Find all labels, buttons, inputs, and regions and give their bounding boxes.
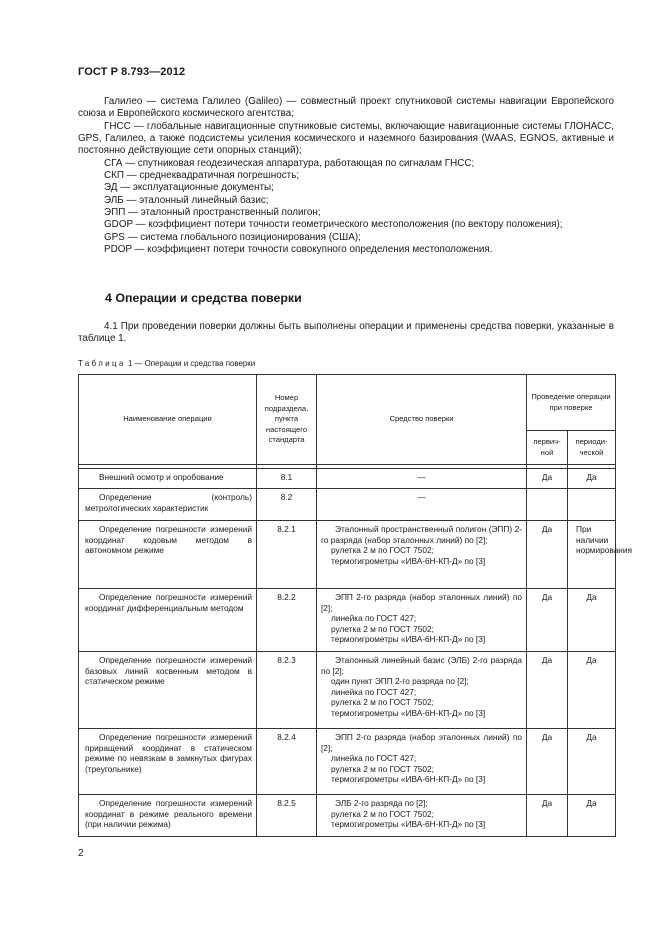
document-header: ГОСТ Р 8.793—2012 [78, 66, 186, 78]
row-operation: Внешний осмотр и опробование [79, 469, 257, 489]
header-conduct: Проведение операции при поверке [527, 375, 616, 431]
row-periodic: Да [568, 795, 616, 837]
row-primary [527, 489, 568, 521]
tool-item: линейка по ГОСТ 427; [331, 686, 417, 697]
row-tools [317, 521, 527, 589]
section-title: 4 Операции и средства поверки [105, 291, 302, 305]
row-primary: Да [527, 795, 568, 837]
table-row [79, 469, 616, 489]
tool-item: рулетка 2 м по ГОСТ 7502; [331, 697, 434, 708]
row-operation: Определение погрешности измерений координат в режиме реального времени (при наличии режима) [79, 795, 257, 837]
table-caption-text: 1 — Операции и средства поверки [125, 359, 256, 368]
table-row [79, 521, 616, 589]
row-primary: Да [527, 521, 568, 589]
row-operation: Определение погрешности измерений координат дифференциальным методом [79, 589, 257, 652]
tool-item: Эталонный пространственный полигон (ЭПП) 2-го разряда (набор эталонных линий) по [2]; [321, 524, 522, 545]
table-row [79, 652, 616, 729]
tool-item: термогигрометры «ИВА-6Н-КП-Д» по [3] [331, 555, 486, 566]
row-tools [317, 729, 527, 795]
row-primary: Да [527, 589, 568, 652]
header-primary: первич- ной [527, 431, 568, 465]
row-operation: Определение погрешности измерений приращений координат в статическом режиме по невязкам в замкнутых фигурах (треугольнике) [79, 729, 257, 795]
row-number: 8.2.5 [257, 795, 317, 837]
row-periodic: Да [568, 469, 616, 489]
table-row [79, 795, 616, 837]
row-tools [317, 589, 527, 652]
row-tool-dash: — [317, 469, 527, 489]
tool-item: рулетка 2 м по ГОСТ 7502; [331, 623, 434, 634]
definition-galileo: Галилео — система Галилео (Galileo) — совместный проект спутниковой системы навигации Европейского союза и Европейского космического агентства; [78, 96, 614, 120]
row-operation: Определение (контроль) метрологических характеристик [79, 489, 257, 521]
definition-elb: ЭЛБ — эталонный линейный базис; [104, 194, 269, 206]
definition-ed: ЭД — эксплуатационные документы; [104, 182, 274, 194]
row-number: 8.2.2 [257, 589, 317, 652]
tool-item: термогигрометры «ИВА-6Н-КП-Д» по [3] [331, 634, 486, 645]
table-caption [78, 359, 255, 368]
definition-pdop: PDOP — коэффициент потери точности совокупного определения местоположения. [104, 244, 493, 256]
tool-item: Эталонный линейный базис (ЭЛБ) 2-го разряда по [2]; [321, 655, 522, 676]
table-caption-label: Таблица [78, 359, 126, 368]
row-number: 8.2.1 [257, 521, 317, 589]
row-number: 8.1 [257, 469, 317, 489]
row-periodic [568, 489, 616, 521]
header-periodic: периоди- ческой [568, 431, 616, 465]
row-tools [317, 795, 527, 837]
tool-item: рулетка 2 м по ГОСТ 7502; [331, 763, 434, 774]
row-primary: Да [527, 729, 568, 795]
row-periodic: Да [568, 652, 616, 729]
table-row [79, 589, 616, 652]
tool-item: ЭПП 2-го разряда (набор эталонных линий) по [2]; [321, 732, 522, 753]
definition-gnss: ГНСС — глобальные навигационные спутниковые системы, включающие навигационные системы ГЛОНАСС, GPS, Галилео, а также подсистемы усиления космического и наземного базирования (WAAS, EGNOS, активные и постоянно действующие сети опорных станций); [78, 120, 614, 157]
row-number: 8.2.3 [257, 652, 317, 729]
definition-sga: СГА — спутниковая геодезическая аппаратура, работающая по сигналам ГНСС; [104, 157, 475, 169]
section-paragraph: 4.1 При проведении поверки должны быть выполнены операции и применены средства поверки, указанные в таблице 1. [78, 321, 614, 345]
row-tool-dash: — [317, 489, 527, 521]
tool-item: рулетка 2 м по ГОСТ 7502; [331, 808, 434, 819]
tool-item: один пункт ЭПП 2-го разряда по [2]; [331, 676, 469, 687]
definitions-list [78, 96, 614, 256]
definition-gps: GPS — система глобального позиционирования (США); [104, 231, 361, 243]
tool-item: линейка по ГОСТ 427; [331, 613, 417, 624]
table-row [79, 729, 616, 795]
row-primary: Да [527, 469, 568, 489]
header-tool: Средство поверки [317, 375, 527, 465]
header-number: Номер подраздела, пункта настоящего стандарта [257, 375, 317, 465]
row-tools [317, 652, 527, 729]
tool-item: ЭПП 2-го разряда (набор эталонных линий) по [2]; [321, 592, 522, 613]
row-operation: Определение погрешности измерений базовых линий косвенным методом в статическом режиме [79, 652, 257, 729]
tool-item: линейка по ГОСТ 427; [331, 753, 417, 764]
row-number: 8.2 [257, 489, 317, 521]
row-periodic: Да [568, 729, 616, 795]
table-row [79, 489, 616, 521]
operations-table [78, 374, 633, 837]
tool-item: термогигрометры «ИВА-6Н-КП-Д» по [3] [331, 819, 486, 830]
definition-epp: ЭПП — эталонный пространственный полигон; [104, 207, 321, 219]
row-operation: Определение погрешности измерений координат кодовым методом в автономном режиме [79, 521, 257, 589]
row-periodic: Да [568, 589, 616, 652]
tool-item: ЭЛБ 2-го разряда по [2]; [335, 798, 428, 808]
definition-gdop: GDOP — коэффициент потери точности геометрического местоположения (по вектору положения); [104, 219, 563, 231]
tool-item: термогигрометры «ИВА-6Н-КП-Д» по [3] [331, 707, 486, 718]
row-periodic: При наличии нормирования [568, 521, 616, 589]
row-primary: Да [527, 652, 568, 729]
header-operation: Наименование операции [79, 375, 257, 465]
tool-item: рулетка 2 м по ГОСТ 7502; [331, 545, 434, 556]
row-number: 8.2.4 [257, 729, 317, 795]
tool-item: термогигрометры «ИВА-6Н-КП-Д» по [3] [331, 774, 486, 785]
page-number: 2 [78, 848, 84, 859]
definition-skp: СКП — среднеквадратичная погрешность; [104, 170, 300, 182]
